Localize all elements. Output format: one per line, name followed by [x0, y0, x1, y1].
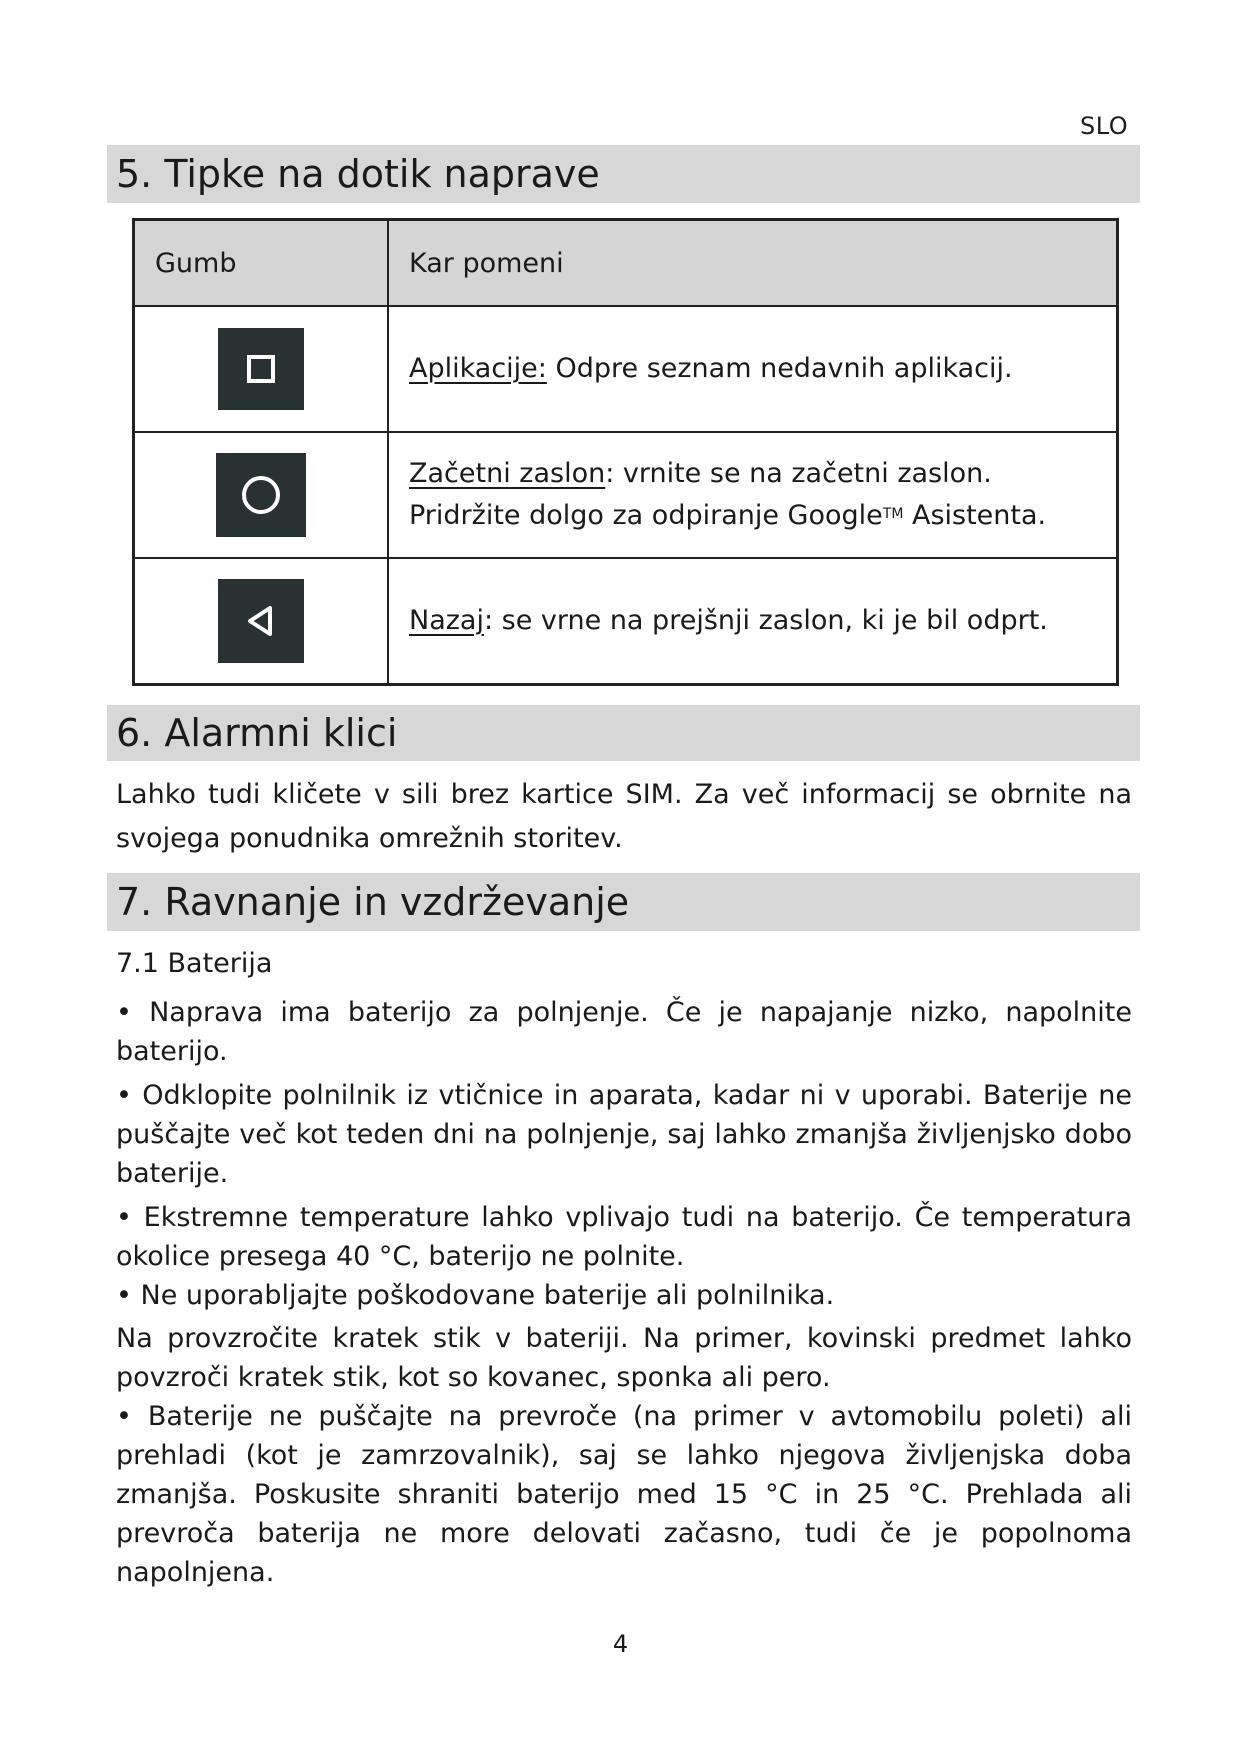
list-item: • Odklopite polnilnik iz vtičnice in aparata, kadar ni v uporabi. Baterije ne puščajte več kot teden dni na polnjenje, saj lahko zmanjša življenjsko dobo baterije. — [116, 1080, 1132, 1189]
home-circle-icon — [216, 453, 306, 537]
icon-cell — [134, 306, 389, 432]
term-home: Začetni zaslon — [409, 458, 606, 489]
section-heading-care-maintenance: 7. Ravnanje in vzdrževanje — [107, 873, 1140, 931]
column-header-meaning: Kar pomeni — [388, 220, 1118, 307]
column-header-button: Gumb — [134, 220, 389, 307]
recent-apps-square-icon — [218, 328, 304, 410]
table-row — [134, 432, 1118, 558]
paragraph-line: svojega ponudnika omrežnih storitev. — [116, 823, 623, 854]
icon-cell — [134, 558, 389, 685]
list-item: • Naprava ima baterijo za polnjenje. Če je napajanje nizko, napolnite baterijo. — [116, 997, 1132, 1067]
description-cell — [388, 432, 1118, 558]
description-text: : se vrne na prejšnji zaslon, ki je bil odprt. — [483, 605, 1048, 636]
description-text-end: Asistenta. — [903, 500, 1047, 531]
description-cell — [388, 558, 1118, 685]
subsection-heading-battery: 7.1 Baterija — [116, 948, 273, 979]
back-triangle-icon — [218, 579, 304, 663]
section-heading-emergency-calls: 6. Alarmni klici — [107, 705, 1140, 761]
section-heading-touch-keys: 5. Tipke na dotik naprave — [107, 145, 1140, 203]
list-item: Na provzročite kratek stik v bateriji. Na primer, kovinski predmet lahko povzroči kratek stik, kot so kovanec, sponka ali pero. — [116, 1323, 1132, 1393]
term-apps: Aplikacije: — [409, 353, 547, 384]
emergency-calls-paragraph — [116, 773, 1132, 861]
list-item: • Ne uporabljajte poškodovane baterije ali polnilnika. — [116, 1280, 835, 1311]
language-code: SLO — [1080, 112, 1129, 140]
description-text: : vrnite se na začetni zaslon. Pridržite dolgo za odpiranje Google — [409, 458, 992, 531]
table-row — [134, 558, 1118, 685]
table-header-row — [134, 220, 1118, 307]
paragraph-line: Lahko tudi kličete v sili brez kartice SIM. Za več informacij se obrnite na — [116, 779, 1132, 810]
description-cell — [388, 306, 1118, 432]
list-item: • Ekstremne temperature lahko vplivajo tudi na baterijo. Če temperatura okolice presega 40 °C, baterijo ne polnite. — [116, 1202, 1132, 1272]
page-number: 4 — [612, 1630, 629, 1658]
touch-keys-table — [132, 218, 1119, 686]
term-back: Nazaj — [409, 605, 484, 636]
icon-cell — [134, 432, 389, 558]
trademark-mark: TM — [882, 506, 904, 522]
list-item: • Baterije ne puščajte na prevroče (na primer v avtomobilu poleti) ali prehladi (kot je zamrzovalnik), saj se lahko njegova življenjska doba zmanjša. Poskusite shraniti baterijo med 15 °C in 25 °C. Prehlada ali prevroča baterija ne more delovati začasno, tudi če je popolnoma napolnjena. — [116, 1401, 1132, 1588]
description-text: Odpre seznam nedavnih aplikacij. — [546, 353, 1013, 384]
table-row — [134, 306, 1118, 432]
